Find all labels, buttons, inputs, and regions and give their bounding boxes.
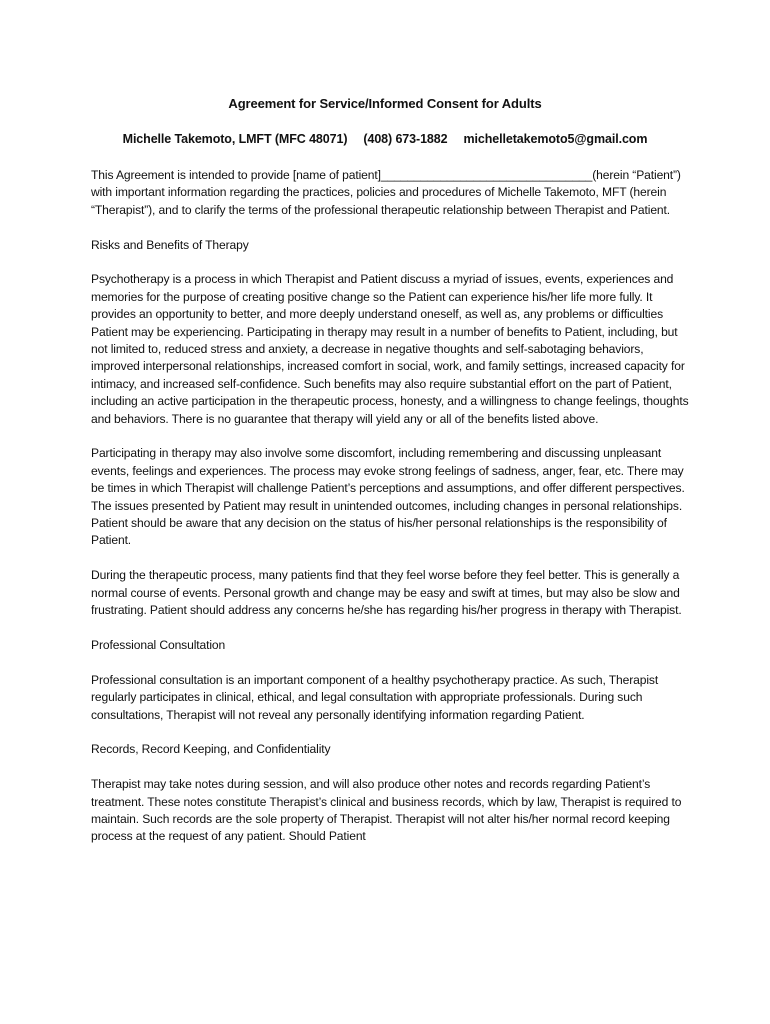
section-heading-records: Records, Record Keeping, and Confidentiality bbox=[91, 742, 331, 757]
therapist-name: Michelle Takemoto, LMFT (MFC 48071) bbox=[122, 132, 348, 146]
paragraph-risks-1: Psychotherapy is a process in which Therapist and Patient discuss a myriad of issues, events, experiences and memories for the purpose of creating positive change so the Patient can experience his/her life more fully. It provides an opportunity to better, and more deeply understand oneself, as well as, any problems or difficulties Patient may be experiencing. Participating in therapy may result in a number of benefits to Patient, including, but not limited to, reduced stress and anxiety, a decrease in negative thoughts and self-sabotaging behaviors, improved interpersonal relationships, increased comfort in social, work, and family settings, increased capacity for intimacy, and increased self-confidence. Such benefits may also require substantial effort on the part of Patient, including an active participation in the therapeutic process, honesty, and a willingness to change feelings, thoughts and behaviors. There is no guarantee that therapy will yield any or all of the benefits listed above. bbox=[91, 272, 689, 426]
paragraph-risks-3: During the therapeutic process, many patients find that they feel worse before they feel better. This is generally a normal course of events. Personal growth and change may be easy and swift at times, but may also be slow and frustrating. Patient should address any concerns he/she has regarding his/her progress in therapy with Therapist. bbox=[91, 568, 682, 618]
therapist-email: michelletakemoto5@gmail.com bbox=[463, 132, 648, 146]
document-body bbox=[91, 167, 691, 863]
section-heading-consultation: Professional Consultation bbox=[91, 637, 226, 652]
document-title: Agreement for Service/Informed Consent for Adults bbox=[228, 96, 542, 111]
intro-paragraph: This Agreement is intended to provide [name of patient]________________________________(herein “Patient”) with important information regarding the practices, policies and procedures of Michelle Takemoto, MFT (herein “Therapist”), and to clarify the terms of the professional therapeutic relationship between Therapist and Patient. bbox=[91, 168, 681, 217]
paragraph-consultation-1: Professional consultation is an important component of a healthy psychotherapy practice. As such, Therapist regularly participates in clinical, ethical, and legal consultation with appropriate professionals. During such consultations, Therapist will not reveal any personally identifying information regarding Patient. bbox=[91, 672, 659, 722]
section-heading-risks-benefits: Risks and Benefits of Therapy bbox=[91, 237, 249, 252]
paragraph-risks-2: Participating in therapy may also involve some discomfort, including remembering and discussing unpleasant events, feelings and experiences. The process may evoke strong feelings of sadness, anger, fear, etc. There may be times in which Therapist will challenge Patient’s perceptions and assumptions, and offer different perspectives. The issues presented by Patient may result in unintended outcomes, including changes in personal relationships. Patient should be aware that any decision on the status of his/her personal relationships is the responsibility of Patient. bbox=[91, 446, 685, 548]
paragraph-records-1: Therapist may take notes during session, and will also produce other notes and records regarding Patient’s treatment. These notes constitute Therapist’s clinical and business records, which by law, Therapist is required to maintain. Such records are the sole property of Therapist. Therapist will not alter his/her normal record keeping process at the request of any patient. Should Patient bbox=[91, 777, 682, 844]
therapist-phone: (408) 673-1882 bbox=[363, 132, 448, 146]
therapist-contact-line bbox=[0, 132, 770, 146]
